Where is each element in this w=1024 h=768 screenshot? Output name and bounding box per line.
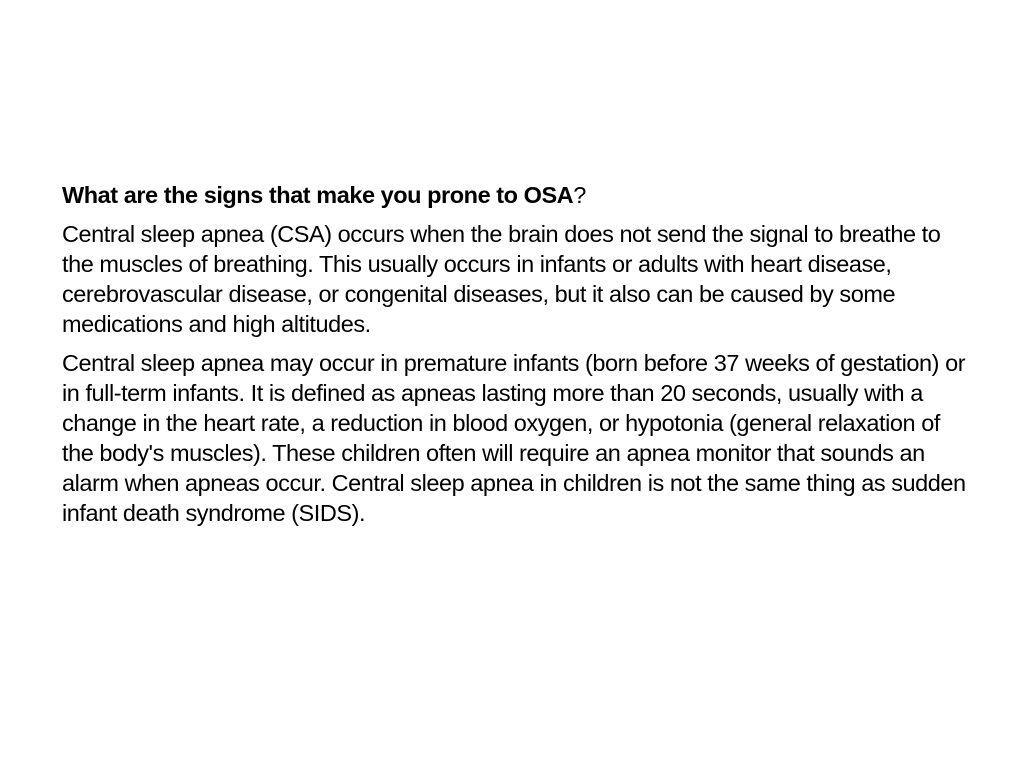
- slide-heading-text: What are the signs that make you prone to OSA: [62, 182, 574, 208]
- paragraph-csa-infants: Central sleep apnea may occur in premature infants (born before 37 weeks of gestation) or in full-term infants. It is defined as apneas lasting more than 20 seconds, usually with a change in the heart rate, a reduction in blood oxygen, or hypotonia (general relaxation of the body's muscles). These children often will require an apnea monitor that sounds an alarm when apneas occur. Central sleep apnea in children is not the same thing as sudden infant death syndrome (SIDS).: [62, 350, 966, 526]
- slide-body: [62, 180, 972, 537]
- paragraph-csa-definition: Central sleep apnea (CSA) occurs when the brain does not send the signal to breathe to the muscles of breathing. This usually occurs in infants or adults with heart disease, cerebrovascular disease, or congenital diseases, but it also can be caused by some medications and high altitudes.: [62, 221, 941, 337]
- slide-heading-question-mark: ?: [573, 182, 586, 208]
- slide-heading: [62, 180, 972, 210]
